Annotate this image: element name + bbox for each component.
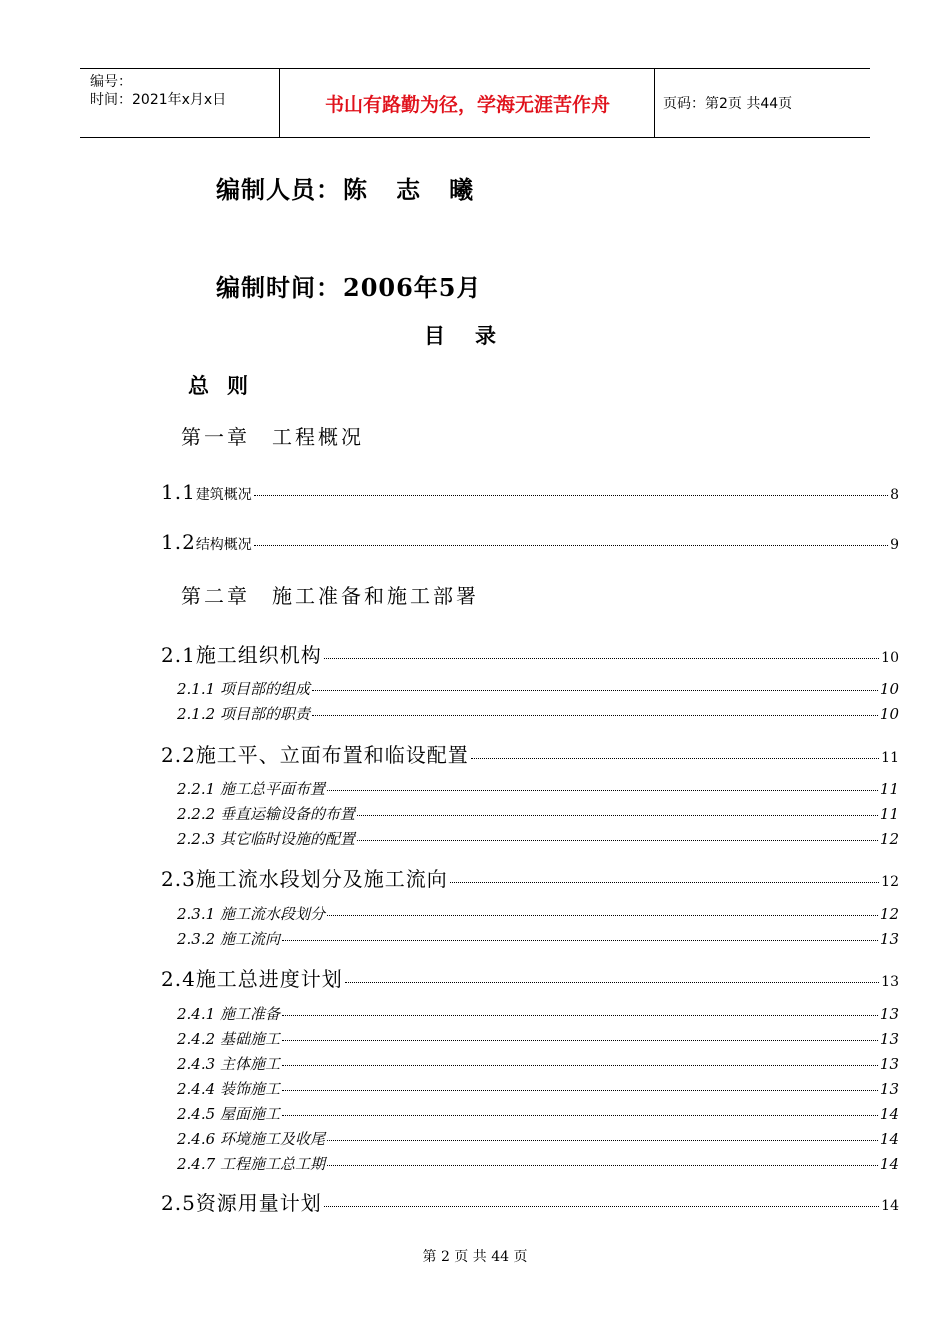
entry-number: 2.1.2 [177,705,216,723]
toc-subentry[interactable] [177,703,899,724]
leader-dots [450,882,879,883]
leader-dots [327,915,878,916]
toc-subentry[interactable] [177,778,899,799]
toc-entry[interactable] [161,1187,899,1216]
leader-dots [327,1165,878,1166]
header-motto: 书山有路勤为径，学海无涯苦作舟 [281,69,655,137]
leader-dots [282,940,878,941]
entry-number: 2.4.7 [177,1155,216,1173]
entry-text: 建筑概况 [195,487,252,503]
entry-number: 2.1.1 [177,680,216,698]
page-footer: 第 2 页 共 44 页 [422,1249,528,1265]
general-heading: 总则 [188,373,266,398]
leader-dots [471,758,879,759]
entry-text: 施工流水段划分及施工流向 [195,867,448,891]
toc-entry[interactable] [161,480,899,504]
entry-page: 13 [879,1030,899,1048]
toc-entry[interactable] [161,530,899,554]
toc-title: 目录 [424,323,526,348]
entry-text: 资源用量计划 [195,1191,322,1215]
entry-number: 2.1 [161,643,196,667]
toc-subentry[interactable] [177,803,899,824]
toc-subentry[interactable] [177,928,899,949]
compiler-line [216,170,474,205]
chapter-2-heading[interactable] [181,580,479,609]
leader-dots [254,495,888,496]
leader-dots [312,690,878,691]
entry-number: 2.2.1 [177,780,216,798]
leader-dots [282,1015,878,1016]
entry-page: 13 [879,1080,899,1098]
entry-text: 主体施工 [219,1055,280,1073]
toc-subentry[interactable] [177,828,899,849]
entry-number: 2.4.4 [177,1080,216,1098]
leader-dots [357,815,878,816]
entry-number: 2.3.2 [177,930,216,948]
entry-page: 12 [881,874,899,890]
leader-dots [282,1115,878,1116]
entry-text: 装饰施工 [219,1080,280,1098]
toc-subentry[interactable] [177,1128,899,1149]
entry-page: 14 [881,1198,899,1214]
leader-dots [254,545,888,546]
leader-dots [312,715,878,716]
chapter-1-heading[interactable] [181,421,364,450]
entry-number: 2.2.2 [177,805,216,823]
compile-time-value: 2006年5月 [343,273,482,302]
chapter-name: 施工准备和施工部署 [272,584,479,608]
entry-text: 垂直运输设备的布置 [219,805,355,823]
chapter-name: 工程概况 [272,425,364,449]
toc-subentry[interactable] [177,1078,899,1099]
leader-dots [324,1206,879,1207]
entry-page: 13 [879,1005,899,1023]
time-label: 时间：2021年x月x日 [90,92,227,108]
entry-number: 2.3.1 [177,905,216,923]
entry-number: 2.4.6 [177,1130,216,1148]
entry-page: 10 [879,705,899,723]
leader-dots [345,982,879,983]
entry-text: 施工平、立面布置和临设配置 [195,743,469,767]
toc-subentry[interactable] [177,1153,899,1174]
entry-text: 结构概况 [195,537,252,553]
entry-page: 11 [881,750,899,766]
entry-page: 13 [879,930,899,948]
leader-dots [357,840,878,841]
entry-text: 工程施工总工期 [219,1155,325,1173]
leader-dots [324,658,879,659]
entry-page: 11 [879,805,899,823]
entry-number: 2.4 [161,967,196,991]
entry-page: 10 [879,680,899,698]
entry-text: 环境施工及收尾 [219,1130,325,1148]
entry-page: 14 [879,1130,899,1148]
chapter-number: 第一章 [181,425,250,449]
entry-text: 施工组织机构 [195,643,322,667]
entry-number: 2.3 [161,867,196,891]
entry-number: 2.2.3 [177,830,216,848]
entry-page: 10 [881,650,899,666]
leader-dots [327,790,878,791]
entry-text: 项目部的职责 [219,705,310,723]
entry-text: 项目部的组成 [219,680,310,698]
toc-subentry[interactable] [177,678,899,699]
entry-text: 施工流水段划分 [219,905,325,923]
entry-page: 13 [879,1055,899,1073]
leader-dots [282,1040,878,1041]
entry-number: 2.4.2 [177,1030,216,1048]
entry-text: 施工总进度计划 [195,967,343,991]
entry-number: 2.5 [161,1191,196,1215]
toc-entry[interactable] [161,739,899,768]
entry-page: 9 [890,537,899,553]
entry-page: 8 [890,487,899,503]
toc-subentry[interactable] [177,903,899,924]
leader-dots [282,1090,878,1091]
toc-subentry[interactable] [177,1053,899,1074]
entry-page: 13 [881,974,899,990]
entry-text: 其它临时设施的配置 [219,830,355,848]
compiler-name: 陈 志 曦 [343,175,475,204]
toc-subentry[interactable] [177,1103,899,1124]
header-meta-cell [80,69,280,137]
entry-text: 屋面施工 [219,1105,280,1123]
entry-text: 施工总平面布置 [219,780,325,798]
toc-entry[interactable] [161,963,899,992]
compile-time-line [216,268,482,303]
leader-dots [327,1140,878,1141]
entry-number: 1.2 [161,530,196,554]
entry-text: 施工准备 [219,1005,280,1023]
entry-page: 12 [879,905,899,923]
number-label: 编号： [90,74,132,90]
chapter-number: 第二章 [181,584,250,608]
header-table [80,68,870,138]
entry-number: 2.4.5 [177,1105,216,1123]
toc-subentry[interactable] [177,1028,899,1049]
entry-number: 2.4.1 [177,1005,216,1023]
entry-page: 11 [879,780,899,798]
toc-subentry[interactable] [177,1003,899,1024]
entry-number: 1.1 [161,480,196,504]
entry-number: 2.2 [161,743,196,767]
compiler-label: 编制人员： [216,175,341,204]
entry-number: 2.4.3 [177,1055,216,1073]
toc-entry[interactable] [161,863,899,892]
leader-dots [282,1065,878,1066]
entry-page: 12 [879,830,899,848]
entry-text: 施工流向 [219,930,280,948]
entry-page: 14 [879,1155,899,1173]
header-page-info: 页码：第2页 共44页 [663,96,793,112]
entry-text: 基础施工 [219,1030,280,1048]
entry-page: 14 [879,1105,899,1123]
compile-time-label: 编制时间： [216,273,341,302]
toc-entry[interactable] [161,639,899,668]
